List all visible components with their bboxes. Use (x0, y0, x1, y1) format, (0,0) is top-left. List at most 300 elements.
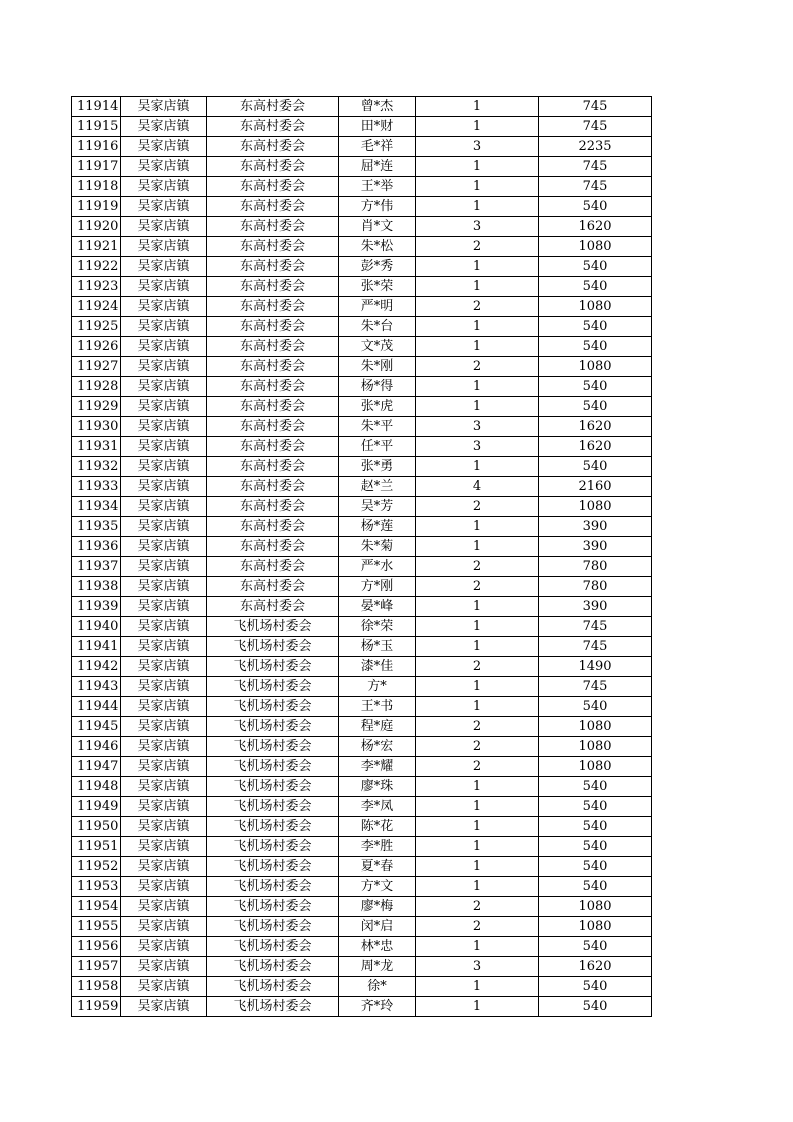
amount-cell: 540 (539, 857, 652, 877)
name-cell: 李*胜 (339, 837, 416, 857)
record-id-cell: 11915 (72, 117, 121, 137)
table-row (72, 857, 652, 877)
village-cell: 东高村委会 (207, 517, 339, 537)
village-cell: 东高村委会 (207, 597, 339, 617)
table-row (72, 457, 652, 477)
table-row (72, 797, 652, 817)
record-id-cell: 11946 (72, 737, 121, 757)
count-cell: 1 (416, 377, 539, 397)
town-cell: 吴家店镇 (121, 737, 207, 757)
name-cell: 杨*宏 (339, 737, 416, 757)
count-cell: 1 (416, 997, 539, 1017)
name-cell: 朱*台 (339, 317, 416, 337)
record-id-cell: 11945 (72, 717, 121, 737)
village-cell: 东高村委会 (207, 197, 339, 217)
village-cell: 飞机场村委会 (207, 757, 339, 777)
town-cell: 吴家店镇 (121, 857, 207, 877)
name-cell: 张*勇 (339, 457, 416, 477)
count-cell: 1 (416, 697, 539, 717)
amount-cell: 1620 (539, 957, 652, 977)
table-row (72, 377, 652, 397)
amount-cell: 390 (539, 517, 652, 537)
town-cell: 吴家店镇 (121, 997, 207, 1017)
name-cell: 朱*平 (339, 417, 416, 437)
count-cell: 1 (416, 157, 539, 177)
table-row (72, 537, 652, 557)
name-cell: 吴*芳 (339, 497, 416, 517)
village-cell: 东高村委会 (207, 357, 339, 377)
amount-cell: 540 (539, 697, 652, 717)
village-cell: 飞机场村委会 (207, 937, 339, 957)
record-id-cell: 11948 (72, 777, 121, 797)
table-row (72, 157, 652, 177)
record-id-cell: 11918 (72, 177, 121, 197)
record-id-cell: 11933 (72, 477, 121, 497)
amount-cell: 540 (539, 197, 652, 217)
table-row (72, 697, 652, 717)
table-row (72, 197, 652, 217)
amount-cell: 745 (539, 677, 652, 697)
name-cell: 漆*佳 (339, 657, 416, 677)
town-cell: 吴家店镇 (121, 117, 207, 137)
count-cell: 4 (416, 477, 539, 497)
name-cell: 王*书 (339, 697, 416, 717)
count-cell: 1 (416, 97, 539, 117)
village-cell: 飞机场村委会 (207, 877, 339, 897)
amount-cell: 745 (539, 157, 652, 177)
town-cell: 吴家店镇 (121, 657, 207, 677)
amount-cell: 540 (539, 777, 652, 797)
village-cell: 飞机场村委会 (207, 657, 339, 677)
village-cell: 东高村委会 (207, 377, 339, 397)
village-cell: 飞机场村委会 (207, 837, 339, 857)
table-row (72, 577, 652, 597)
record-id-cell: 11936 (72, 537, 121, 557)
name-cell: 朱*菊 (339, 537, 416, 557)
count-cell: 2 (416, 897, 539, 917)
name-cell: 屈*连 (339, 157, 416, 177)
record-id-cell: 11930 (72, 417, 121, 437)
table-body (72, 97, 652, 1017)
name-cell: 夏*春 (339, 857, 416, 877)
town-cell: 吴家店镇 (121, 597, 207, 617)
table-row (72, 657, 652, 677)
amount-cell: 2160 (539, 477, 652, 497)
amount-cell: 540 (539, 797, 652, 817)
village-cell: 东高村委会 (207, 117, 339, 137)
town-cell: 吴家店镇 (121, 337, 207, 357)
table-row (72, 517, 652, 537)
town-cell: 吴家店镇 (121, 437, 207, 457)
amount-cell: 540 (539, 377, 652, 397)
record-id-cell: 11935 (72, 517, 121, 537)
table-row (72, 357, 652, 377)
town-cell: 吴家店镇 (121, 197, 207, 217)
name-cell: 赵*兰 (339, 477, 416, 497)
village-cell: 飞机场村委会 (207, 857, 339, 877)
town-cell: 吴家店镇 (121, 477, 207, 497)
record-id-cell: 11921 (72, 237, 121, 257)
count-cell: 2 (416, 737, 539, 757)
name-cell: 廖*珠 (339, 777, 416, 797)
count-cell: 2 (416, 297, 539, 317)
table-row (72, 777, 652, 797)
town-cell: 吴家店镇 (121, 517, 207, 537)
town-cell: 吴家店镇 (121, 557, 207, 577)
name-cell: 王*举 (339, 177, 416, 197)
amount-cell: 390 (539, 597, 652, 617)
town-cell: 吴家店镇 (121, 97, 207, 117)
table-row (72, 957, 652, 977)
village-cell: 东高村委会 (207, 317, 339, 337)
town-cell: 吴家店镇 (121, 357, 207, 377)
count-cell: 2 (416, 917, 539, 937)
table-row (72, 477, 652, 497)
name-cell: 李*凤 (339, 797, 416, 817)
amount-cell: 1620 (539, 417, 652, 437)
record-id-cell: 11927 (72, 357, 121, 377)
name-cell: 杨*莲 (339, 517, 416, 537)
village-cell: 飞机场村委会 (207, 697, 339, 717)
village-cell: 东高村委会 (207, 97, 339, 117)
village-cell: 东高村委会 (207, 137, 339, 157)
amount-cell: 780 (539, 557, 652, 577)
table-row (72, 217, 652, 237)
count-cell: 2 (416, 577, 539, 597)
amount-cell: 1080 (539, 737, 652, 757)
count-cell: 1 (416, 937, 539, 957)
village-cell: 东高村委会 (207, 457, 339, 477)
record-id-cell: 11932 (72, 457, 121, 477)
name-cell: 闵*启 (339, 917, 416, 937)
amount-cell: 540 (539, 997, 652, 1017)
amount-cell: 540 (539, 277, 652, 297)
town-cell: 吴家店镇 (121, 137, 207, 157)
name-cell: 方*伟 (339, 197, 416, 217)
count-cell: 1 (416, 317, 539, 337)
town-cell: 吴家店镇 (121, 977, 207, 997)
village-cell: 飞机场村委会 (207, 997, 339, 1017)
amount-cell: 1080 (539, 757, 652, 777)
town-cell: 吴家店镇 (121, 397, 207, 417)
record-id-cell: 11924 (72, 297, 121, 317)
record-id-cell: 11955 (72, 917, 121, 937)
amount-cell: 1080 (539, 897, 652, 917)
count-cell: 1 (416, 777, 539, 797)
table-row (72, 637, 652, 657)
amount-cell: 540 (539, 837, 652, 857)
record-id-cell: 11953 (72, 877, 121, 897)
name-cell: 文*茂 (339, 337, 416, 357)
count-cell: 1 (416, 517, 539, 537)
count-cell: 1 (416, 617, 539, 637)
count-cell: 1 (416, 857, 539, 877)
record-id-cell: 11944 (72, 697, 121, 717)
record-id-cell: 11957 (72, 957, 121, 977)
count-cell: 1 (416, 817, 539, 837)
town-cell: 吴家店镇 (121, 317, 207, 337)
town-cell: 吴家店镇 (121, 877, 207, 897)
amount-cell: 540 (539, 817, 652, 837)
table-row (72, 397, 652, 417)
count-cell: 2 (416, 717, 539, 737)
count-cell: 3 (416, 217, 539, 237)
village-cell: 飞机场村委会 (207, 737, 339, 757)
town-cell: 吴家店镇 (121, 757, 207, 777)
village-cell: 飞机场村委会 (207, 817, 339, 837)
count-cell: 3 (416, 957, 539, 977)
name-cell: 毛*祥 (339, 137, 416, 157)
record-id-cell: 11920 (72, 217, 121, 237)
name-cell: 张*虎 (339, 397, 416, 417)
table-row (72, 837, 652, 857)
count-cell: 1 (416, 877, 539, 897)
town-cell: 吴家店镇 (121, 257, 207, 277)
table-row (72, 597, 652, 617)
count-cell: 2 (416, 357, 539, 377)
town-cell: 吴家店镇 (121, 917, 207, 937)
amount-cell: 1080 (539, 297, 652, 317)
record-id-cell: 11958 (72, 977, 121, 997)
village-cell: 飞机场村委会 (207, 717, 339, 737)
town-cell: 吴家店镇 (121, 817, 207, 837)
record-id-cell: 11926 (72, 337, 121, 357)
count-cell: 1 (416, 597, 539, 617)
amount-cell: 540 (539, 317, 652, 337)
village-cell: 东高村委会 (207, 297, 339, 317)
name-cell: 任*平 (339, 437, 416, 457)
count-cell: 2 (416, 237, 539, 257)
record-id-cell: 11922 (72, 257, 121, 277)
count-cell: 1 (416, 837, 539, 857)
name-cell: 陈*花 (339, 817, 416, 837)
record-id-cell: 11916 (72, 137, 121, 157)
town-cell: 吴家店镇 (121, 937, 207, 957)
amount-cell: 745 (539, 617, 652, 637)
count-cell: 1 (416, 977, 539, 997)
village-cell: 东高村委会 (207, 497, 339, 517)
count-cell: 1 (416, 537, 539, 557)
village-cell: 飞机场村委会 (207, 957, 339, 977)
amount-cell: 780 (539, 577, 652, 597)
name-cell: 徐* (339, 977, 416, 997)
table-row (72, 617, 652, 637)
record-id-cell: 11923 (72, 277, 121, 297)
record-id-cell: 11959 (72, 997, 121, 1017)
record-id-cell: 11931 (72, 437, 121, 457)
count-cell: 2 (416, 657, 539, 677)
record-id-cell: 11954 (72, 897, 121, 917)
count-cell: 1 (416, 797, 539, 817)
table-row (72, 297, 652, 317)
amount-cell: 540 (539, 397, 652, 417)
table-row (72, 177, 652, 197)
town-cell: 吴家店镇 (121, 637, 207, 657)
record-id-cell: 11929 (72, 397, 121, 417)
village-cell: 飞机场村委会 (207, 677, 339, 697)
name-cell: 方*刚 (339, 577, 416, 597)
amount-cell: 1080 (539, 917, 652, 937)
village-cell: 飞机场村委会 (207, 617, 339, 637)
amount-cell: 1490 (539, 657, 652, 677)
amount-cell: 745 (539, 177, 652, 197)
amount-cell: 1620 (539, 437, 652, 457)
name-cell: 杨*玉 (339, 637, 416, 657)
table-row (72, 717, 652, 737)
village-cell: 飞机场村委会 (207, 777, 339, 797)
village-cell: 东高村委会 (207, 337, 339, 357)
amount-cell: 1080 (539, 237, 652, 257)
village-cell: 东高村委会 (207, 577, 339, 597)
record-id-cell: 11914 (72, 97, 121, 117)
village-cell: 飞机场村委会 (207, 897, 339, 917)
name-cell: 晏*峰 (339, 597, 416, 617)
name-cell: 方*文 (339, 877, 416, 897)
count-cell: 2 (416, 757, 539, 777)
town-cell: 吴家店镇 (121, 157, 207, 177)
amount-cell: 2235 (539, 137, 652, 157)
table-row (72, 497, 652, 517)
amount-cell: 745 (539, 637, 652, 657)
town-cell: 吴家店镇 (121, 297, 207, 317)
name-cell: 朱*刚 (339, 357, 416, 377)
village-cell: 东高村委会 (207, 557, 339, 577)
count-cell: 1 (416, 337, 539, 357)
village-cell: 东高村委会 (207, 257, 339, 277)
village-cell: 东高村委会 (207, 437, 339, 457)
record-id-cell: 11939 (72, 597, 121, 617)
town-cell: 吴家店镇 (121, 217, 207, 237)
count-cell: 3 (416, 437, 539, 457)
record-id-cell: 11950 (72, 817, 121, 837)
count-cell: 1 (416, 257, 539, 277)
town-cell: 吴家店镇 (121, 697, 207, 717)
table-row (72, 317, 652, 337)
town-cell: 吴家店镇 (121, 537, 207, 557)
name-cell: 杨*得 (339, 377, 416, 397)
town-cell: 吴家店镇 (121, 237, 207, 257)
village-cell: 东高村委会 (207, 397, 339, 417)
name-cell: 方* (339, 677, 416, 697)
town-cell: 吴家店镇 (121, 577, 207, 597)
name-cell: 廖*梅 (339, 897, 416, 917)
table-row (72, 437, 652, 457)
name-cell: 李*耀 (339, 757, 416, 777)
record-id-cell: 11919 (72, 197, 121, 217)
table-row (72, 757, 652, 777)
record-id-cell: 11938 (72, 577, 121, 597)
town-cell: 吴家店镇 (121, 957, 207, 977)
amount-cell: 1620 (539, 217, 652, 237)
record-id-cell: 11952 (72, 857, 121, 877)
count-cell: 1 (416, 117, 539, 137)
village-cell: 飞机场村委会 (207, 917, 339, 937)
table-row (72, 417, 652, 437)
table-row (72, 817, 652, 837)
table-row (72, 97, 652, 117)
town-cell: 吴家店镇 (121, 617, 207, 637)
table-row (72, 237, 652, 257)
record-id-cell: 11947 (72, 757, 121, 777)
town-cell: 吴家店镇 (121, 677, 207, 697)
amount-cell: 1080 (539, 717, 652, 737)
village-cell: 东高村委会 (207, 537, 339, 557)
count-cell: 2 (416, 497, 539, 517)
name-cell: 严*水 (339, 557, 416, 577)
record-id-cell: 11942 (72, 657, 121, 677)
table-row (72, 117, 652, 137)
record-id-cell: 11943 (72, 677, 121, 697)
table-row (72, 277, 652, 297)
name-cell: 齐*玲 (339, 997, 416, 1017)
count-cell: 2 (416, 557, 539, 577)
record-id-cell: 11928 (72, 377, 121, 397)
table-row (72, 897, 652, 917)
town-cell: 吴家店镇 (121, 377, 207, 397)
name-cell: 严*明 (339, 297, 416, 317)
record-id-cell: 11925 (72, 317, 121, 337)
town-cell: 吴家店镇 (121, 457, 207, 477)
village-cell: 东高村委会 (207, 237, 339, 257)
name-cell: 田*财 (339, 117, 416, 137)
table-row (72, 257, 652, 277)
record-id-cell: 11941 (72, 637, 121, 657)
table-row (72, 877, 652, 897)
name-cell: 程*庭 (339, 717, 416, 737)
table-row (72, 137, 652, 157)
amount-cell: 745 (539, 97, 652, 117)
amount-cell: 745 (539, 117, 652, 137)
name-cell: 周*龙 (339, 957, 416, 977)
town-cell: 吴家店镇 (121, 837, 207, 857)
table-row (72, 997, 652, 1017)
town-cell: 吴家店镇 (121, 797, 207, 817)
record-id-cell: 11956 (72, 937, 121, 957)
table-row (72, 937, 652, 957)
count-cell: 1 (416, 637, 539, 657)
record-id-cell: 11917 (72, 157, 121, 177)
amount-cell: 540 (539, 977, 652, 997)
amount-cell: 540 (539, 877, 652, 897)
amount-cell: 540 (539, 257, 652, 277)
amount-cell: 540 (539, 457, 652, 477)
count-cell: 1 (416, 397, 539, 417)
town-cell: 吴家店镇 (121, 777, 207, 797)
town-cell: 吴家店镇 (121, 497, 207, 517)
village-cell: 东高村委会 (207, 277, 339, 297)
count-cell: 1 (416, 677, 539, 697)
village-cell: 东高村委会 (207, 157, 339, 177)
table-row (72, 977, 652, 997)
name-cell: 曾*杰 (339, 97, 416, 117)
village-cell: 东高村委会 (207, 177, 339, 197)
name-cell: 林*忠 (339, 937, 416, 957)
amount-cell: 540 (539, 337, 652, 357)
name-cell: 徐*荣 (339, 617, 416, 637)
record-id-cell: 11934 (72, 497, 121, 517)
village-cell: 飞机场村委会 (207, 797, 339, 817)
village-cell: 东高村委会 (207, 477, 339, 497)
village-cell: 东高村委会 (207, 417, 339, 437)
record-id-cell: 11949 (72, 797, 121, 817)
village-cell: 飞机场村委会 (207, 977, 339, 997)
name-cell: 肖*文 (339, 217, 416, 237)
table-row (72, 337, 652, 357)
count-cell: 1 (416, 457, 539, 477)
name-cell: 朱*松 (339, 237, 416, 257)
village-cell: 飞机场村委会 (207, 637, 339, 657)
subsidy-table (71, 96, 652, 1017)
